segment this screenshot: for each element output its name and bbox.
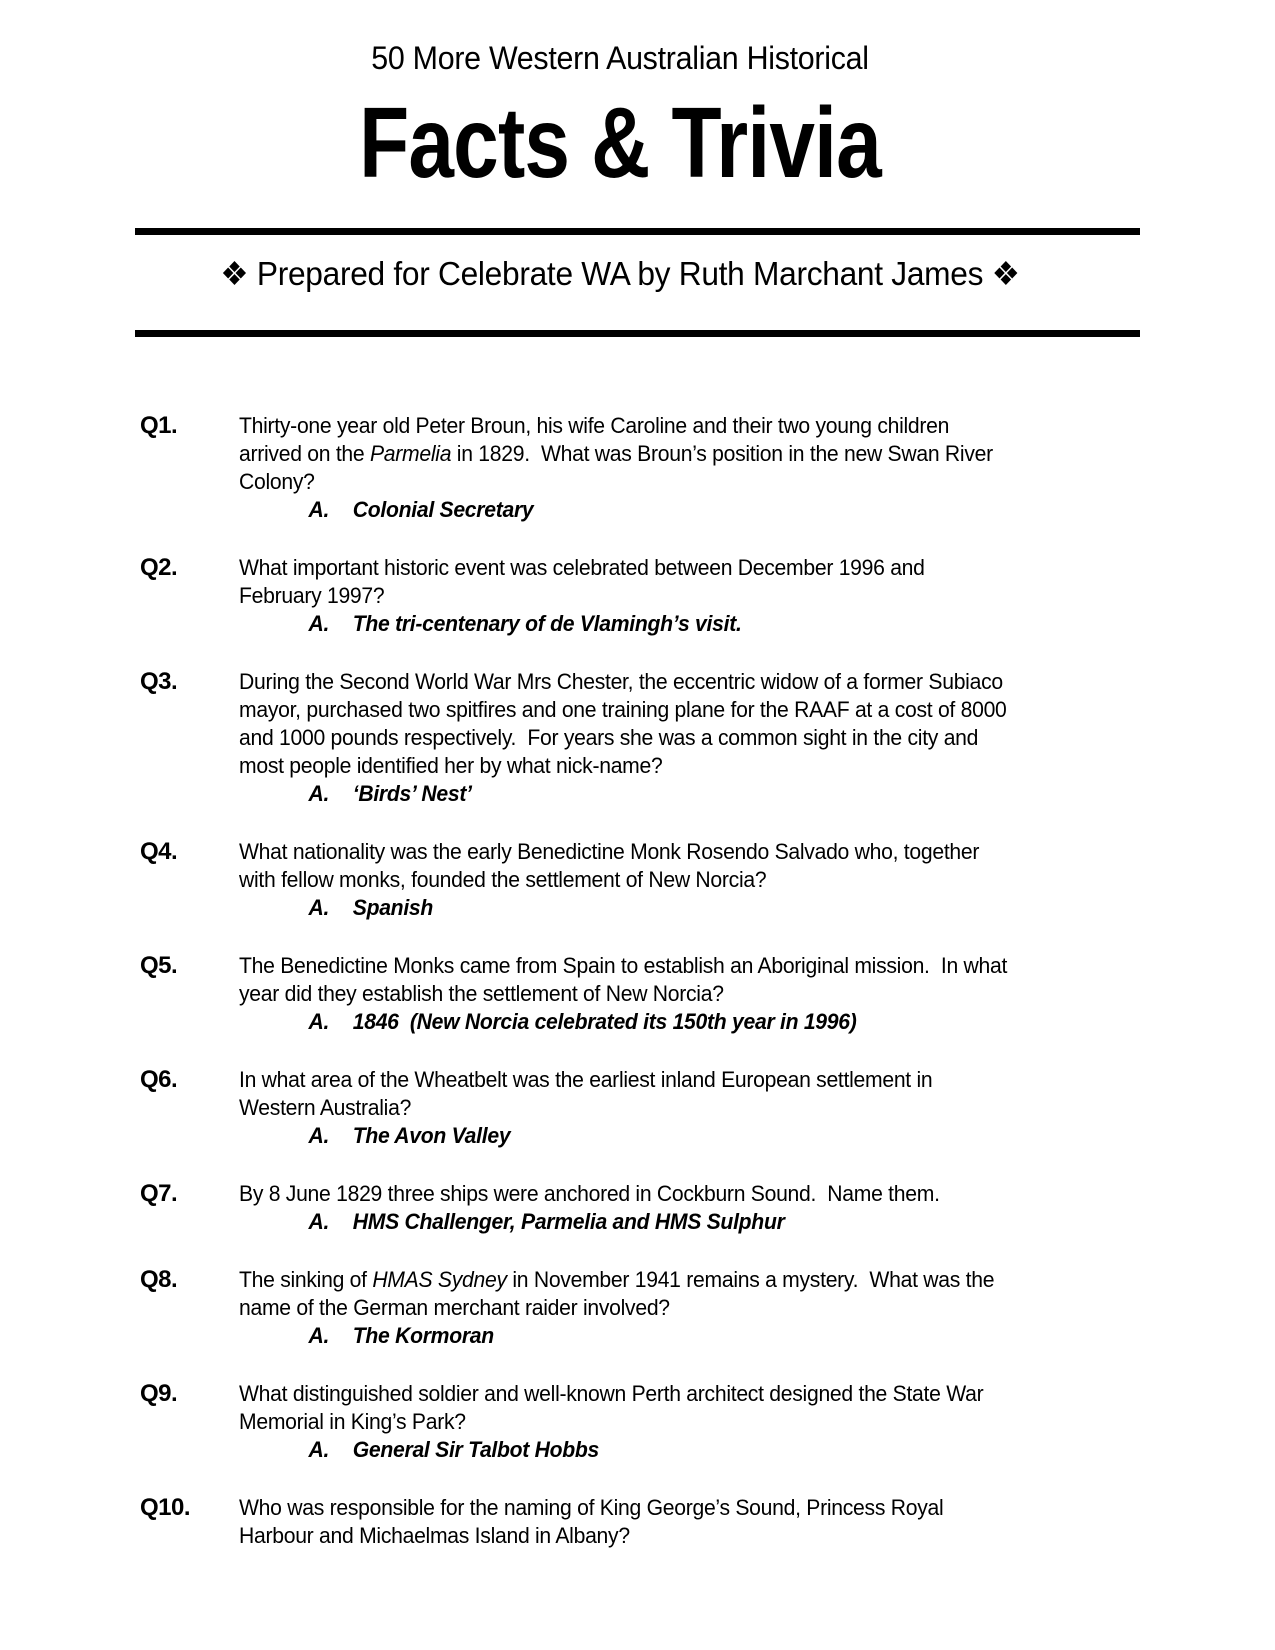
answer-text: The Avon Valley <box>352 1123 511 1148</box>
answer-label: A. <box>308 611 330 636</box>
question-number: Q7. <box>140 1180 178 1207</box>
answer-text: 1846 (New Norcia celebrated its 150th year in 1996) <box>352 1009 857 1034</box>
answer-line <box>309 1122 933 1150</box>
answer-text: General Sir Talbot Hobbs <box>352 1437 600 1462</box>
question-text-segment: Parmelia <box>369 441 452 466</box>
answer-text: ‘Birds’ Nest’ <box>352 781 472 806</box>
question-number: Q1. <box>140 412 178 439</box>
question-text-segment: Thirty-one year old Peter Broun, his wife Caroline and their two young children <box>239 413 950 438</box>
question-number: Q3. <box>140 668 178 695</box>
question-body <box>239 412 993 524</box>
question-text-line <box>239 752 1007 780</box>
question-item <box>140 1266 1250 1350</box>
question-item <box>140 1066 1250 1150</box>
question-text-line <box>239 668 1007 696</box>
question-text-segment: The sinking of <box>239 1267 373 1292</box>
question-text-line <box>239 1494 943 1522</box>
question-text-line <box>239 838 979 866</box>
question-text-line <box>239 1408 983 1436</box>
question-text-segment: mayor, purchased two spitfires and one training plane for the RAAF at a cost of 8000 <box>239 697 1007 722</box>
answer-line <box>309 496 993 524</box>
question-text-line <box>239 1294 994 1322</box>
answer-line <box>309 1322 995 1350</box>
question-item <box>140 1494 1250 1550</box>
question-text-segment: year did they establish the settlement of New Norcia? <box>239 981 724 1006</box>
question-number: Q5. <box>140 952 178 979</box>
question-text-line <box>239 1266 994 1294</box>
question-number: Q8. <box>140 1266 178 1293</box>
answer-line <box>309 894 980 922</box>
question-body <box>239 668 1007 808</box>
question-number: Q6. <box>140 1066 178 1093</box>
question-text-line <box>239 554 925 582</box>
question-text-line <box>239 468 993 496</box>
question-body <box>239 554 925 638</box>
question-text-line <box>239 1522 943 1550</box>
document-byline: ❖ Prepared for Celebrate WA by Ruth Marchant James ❖ <box>220 255 1020 292</box>
question-text-segment: most people identified her by what nick-name? <box>239 753 663 778</box>
question-body <box>239 1066 932 1150</box>
question-body <box>239 1266 994 1350</box>
question-text-segment: February 1997? <box>239 583 385 608</box>
question-text-segment: in November 1941 remains a mystery. What was the <box>506 1267 995 1292</box>
answer-line <box>309 780 1007 808</box>
answer-label: A. <box>308 497 330 522</box>
question-text-segment: Harbour and Michaelmas Island in Albany? <box>239 1523 630 1548</box>
question-item <box>140 1180 1250 1236</box>
question-body <box>239 838 979 922</box>
answer-text: Spanish <box>352 895 434 920</box>
question-text-segment: What nationality was the early Benedictine Monk Rosendo Salvado who, together <box>239 839 980 864</box>
answer-line <box>309 1008 1008 1036</box>
answer-line <box>309 610 925 638</box>
question-text-segment: What distinguished soldier and well-known Perth architect designed the State War <box>239 1381 984 1406</box>
question-text-line <box>239 582 925 610</box>
question-body <box>239 1380 983 1464</box>
question-text-line <box>239 1180 940 1208</box>
question-text-segment: Colony? <box>239 469 315 494</box>
question-text-segment: During the Second World War Mrs Chester, the eccentric widow of a former Subiaco <box>239 669 1003 694</box>
answer-label: A. <box>308 1123 330 1148</box>
answer-label: A. <box>308 895 330 920</box>
question-number: Q9. <box>140 1380 178 1407</box>
question-text-line <box>239 1094 932 1122</box>
answer-text: HMS Challenger, Parmelia and HMS Sulphur <box>352 1209 785 1234</box>
question-item <box>140 412 1250 524</box>
question-text-line <box>239 724 1007 752</box>
question-text-line <box>239 412 993 440</box>
question-text-segment: name of the German merchant raider involved? <box>239 1295 670 1320</box>
question-number: Q4. <box>140 838 178 865</box>
question-text-segment: with fellow monks, founded the settlement of New Norcia? <box>239 867 767 892</box>
question-text-segment: Memorial in King’s Park? <box>239 1409 466 1434</box>
question-number: Q10. <box>140 1494 191 1521</box>
question-text-line <box>239 696 1007 724</box>
question-number: Q2. <box>140 554 178 581</box>
document-title: Facts & Trivia <box>359 87 881 199</box>
divider-rule-bottom <box>135 330 1140 337</box>
question-item <box>140 554 1250 638</box>
question-text-segment: Who was responsible for the naming of King George’s Sound, Princess Royal <box>239 1495 944 1520</box>
answer-line <box>309 1208 940 1236</box>
answer-label: A. <box>308 1209 330 1234</box>
question-text-segment: Western Australia? <box>239 1095 412 1120</box>
answer-label: A. <box>308 1323 330 1348</box>
question-body <box>239 952 1007 1036</box>
question-body <box>239 1180 940 1236</box>
answer-text: Colonial Secretary <box>352 497 534 522</box>
question-text-segment: By 8 June 1829 three ships were anchored in Cockburn Sound. Name them. <box>239 1181 940 1206</box>
question-text-line <box>239 866 979 894</box>
question-text-line <box>239 1380 983 1408</box>
question-text-line <box>239 1066 932 1094</box>
question-body <box>239 1494 943 1550</box>
question-list <box>140 412 1250 1580</box>
question-text-line <box>239 440 993 468</box>
answer-label: A. <box>308 1009 330 1034</box>
question-item <box>140 838 1250 922</box>
question-text-segment: arrived on the <box>239 441 370 466</box>
question-text-segment: What important historic event was celebrated between December 1996 and <box>239 555 925 580</box>
question-item <box>140 1380 1250 1464</box>
question-text-segment: HMAS Sydney <box>372 1267 507 1292</box>
answer-label: A. <box>308 781 330 806</box>
question-text-segment: The Benedictine Monks came from Spain to establish an Aboriginal mission. In what <box>239 953 1008 978</box>
question-text-line <box>239 980 1007 1008</box>
divider-rule-top <box>135 228 1140 235</box>
question-text-line <box>239 952 1007 980</box>
question-text-segment: In what area of the Wheatbelt was the earliest inland European settlement in <box>239 1067 933 1092</box>
answer-label: A. <box>308 1437 330 1462</box>
question-text-segment: in 1829. What was Broun’s position in the new Swan River <box>451 441 993 466</box>
answer-text: The tri-centenary of de Vlamingh’s visit. <box>352 611 742 636</box>
question-text-segment: and 1000 pounds respectively. For years she was a common sight in the city and <box>239 725 979 750</box>
question-item <box>140 668 1250 808</box>
answer-text: The Kormoran <box>352 1323 494 1348</box>
question-item <box>140 952 1250 1036</box>
document-supertitle: 50 More Western Australian Historical <box>371 40 869 76</box>
answer-line <box>309 1436 984 1464</box>
